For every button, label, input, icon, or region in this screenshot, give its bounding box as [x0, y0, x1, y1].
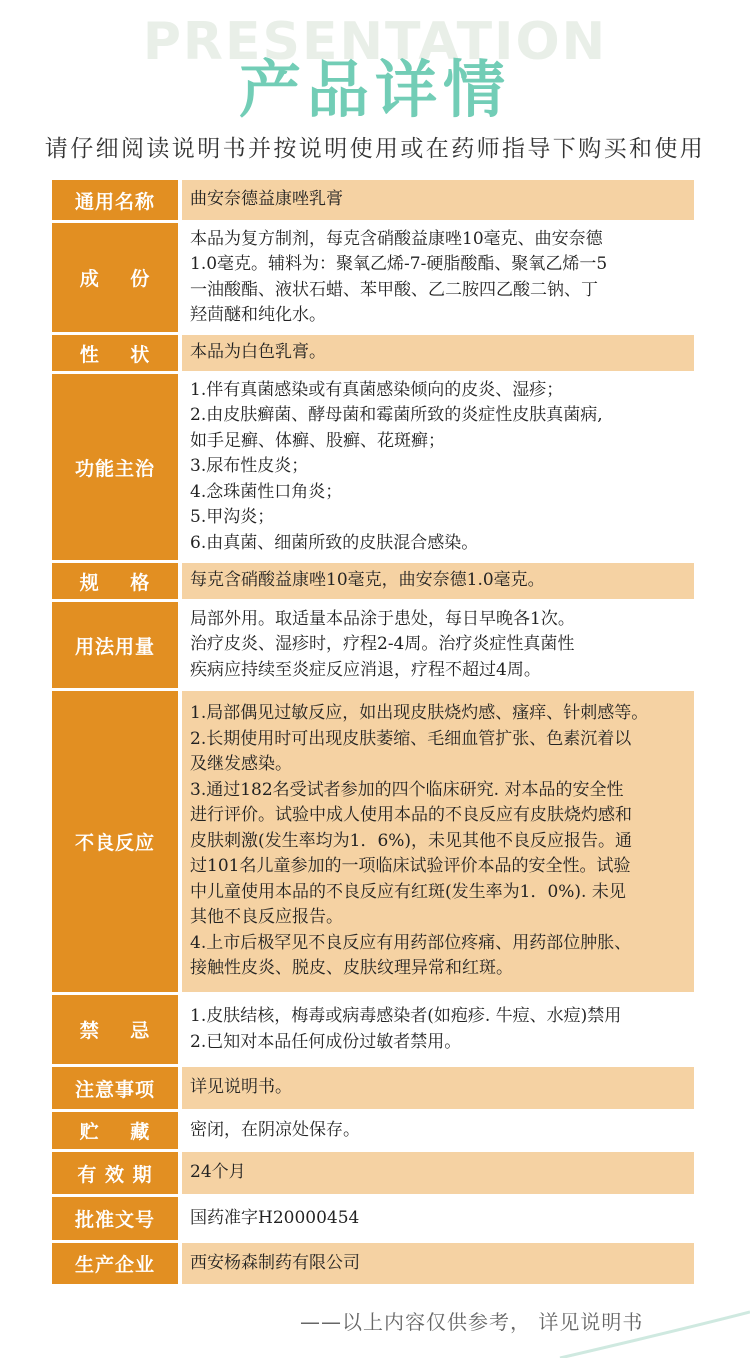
table-row — [52, 1112, 694, 1149]
value-line: 西安杨森制药有限公司 — [190, 1252, 360, 1273]
value-line: 6.由真菌、细菌所致的皮肤混合感染。 — [190, 532, 479, 553]
value-line: 5.甲沟炎； — [190, 507, 275, 528]
value-line: 24个月 — [190, 1162, 246, 1183]
value-line: 4.上市后极罕见不良反应有用药部位疼痛、用药部位肿胀、 — [190, 932, 632, 953]
value-line: 2.由皮肤癣菌、酵母菌和霉菌所致的炎症性皮肤真菌病, — [190, 405, 603, 426]
row-label: 用法用量 — [52, 602, 178, 688]
footer-note: ——以上内容仅供参考， 详见说明书 — [300, 1310, 644, 1334]
row-value — [182, 691, 694, 992]
usage-notice: 请仔细阅读说明书并按说明使用或在药师指导下购买和使用 — [44, 136, 706, 162]
row-label: 功能主治 — [52, 374, 178, 560]
row-value — [182, 1243, 694, 1284]
value-line: 国药准字H20000454 — [190, 1207, 360, 1228]
value-line: 2.已知对本品任何成份过敏者禁用。 — [190, 1031, 462, 1052]
table-row — [52, 602, 694, 688]
row-value — [182, 1112, 694, 1149]
table-row — [52, 180, 694, 220]
table-row — [52, 223, 694, 332]
row-label: 生产企业 — [52, 1243, 178, 1284]
row-label: 禁 忌 — [52, 995, 178, 1064]
value-line: 3.尿布性皮炎； — [190, 456, 309, 477]
value-line: 2.长期使用时可出现皮肤萎缩、毛细血管扩张、色素沉着以 — [190, 728, 632, 749]
product-info-table — [52, 180, 694, 1284]
value-line: 皮肤刺激(发生率均为1．6%)，未见其他不良反应报告。通 — [190, 830, 633, 851]
row-label: 成 份 — [52, 223, 178, 332]
value-line: 3.通过182名受试者参加的四个临床研究. 对本品的安全性 — [190, 779, 624, 800]
value-line: 及继发感染。 — [190, 754, 292, 775]
row-value — [182, 223, 694, 332]
value-line: 接触性皮炎、脱皮、皮肤纹理异常和红斑。 — [190, 958, 513, 979]
row-label: 规 格 — [52, 563, 178, 599]
row-label: 注意事项 — [52, 1067, 178, 1109]
value-line: 羟茴醚和纯化水。 — [190, 305, 326, 325]
row-label: 不良反应 — [52, 691, 178, 992]
value-line: 其他不良反应报告。 — [190, 907, 343, 928]
table-row — [52, 995, 694, 1064]
value-line: 本品为复方制剂，每克含硝酸益康唑10毫克、曲安奈德 — [190, 228, 603, 249]
value-line: 密闭，在阴凉处保存。 — [190, 1119, 360, 1140]
value-line: 如手足癣、体癣、股癣、花斑癣； — [190, 430, 445, 451]
row-value — [182, 602, 694, 688]
value-line: 本品为白色乳膏。 — [190, 342, 326, 363]
value-line: 进行评价。试验中成人使用本品的不良反应有皮肤烧灼感和 — [190, 805, 632, 826]
row-value — [182, 374, 694, 560]
row-label: 有 效 期 — [52, 1152, 178, 1194]
value-line: 4.念珠菌性口角炎； — [190, 481, 343, 502]
row-value — [182, 563, 694, 599]
page-header — [0, 0, 750, 180]
background-watermark-text: PRESENTATION — [142, 12, 608, 72]
row-value — [182, 995, 694, 1064]
row-value — [182, 180, 694, 220]
table-row — [52, 1152, 694, 1194]
value-line: 曲安奈德益康唑乳膏 — [190, 189, 343, 210]
value-line: 中儿童使用本品的不良反应有红斑(发生率为1．0%). 未见 — [190, 881, 626, 902]
row-label: 贮 藏 — [52, 1112, 178, 1149]
value-line: 一油酸酯、液状石蜡、苯甲酸、乙二胺四乙酸二钠、丁 — [190, 279, 598, 300]
value-line: 治疗皮炎、湿疹时，疗程2-4周。治疗炎症性真菌性 — [190, 634, 575, 655]
value-line: 疾病应持续至炎症反应消退，疗程不超过4周。 — [190, 659, 541, 680]
table-row — [52, 563, 694, 599]
value-line: 过101名儿童参加的一项临床试验评价本品的安全性。试验 — [190, 856, 631, 877]
table-row — [52, 374, 694, 560]
row-value — [182, 1197, 694, 1240]
value-line: 每克含硝酸益康唑10毫克，曲安奈德1.0毫克。 — [190, 570, 545, 591]
row-value — [182, 335, 694, 371]
row-label: 通用名称 — [52, 180, 178, 220]
row-value — [182, 1152, 694, 1194]
value-line: 局部外用。取适量本品涂于患处，每日早晚各1次。 — [190, 608, 575, 629]
table-row — [52, 1067, 694, 1109]
table-row — [52, 1197, 694, 1240]
value-line: 1.局部偶见过敏反应，如出现皮肤烧灼感、瘙痒、针刺感等。 — [190, 703, 649, 724]
value-line: 1.0毫克。辅料为：聚氧乙烯-7-硬脂酸酯、聚氧乙烯一5 — [190, 254, 608, 274]
row-label: 性 状 — [52, 335, 178, 371]
value-line: 详见说明书。 — [190, 1077, 292, 1098]
table-row — [52, 1243, 694, 1284]
table-row — [52, 335, 694, 371]
row-value — [182, 1067, 694, 1109]
table-row — [52, 691, 694, 992]
row-label: 批准文号 — [52, 1197, 178, 1240]
value-line: 1.伴有真菌感染或有真菌感染倾向的皮炎、湿疹； — [190, 379, 564, 400]
page-title: 产品详情 — [238, 53, 511, 126]
value-line: 1.皮肤结核，梅毒或病毒感染者(如疱疹. 牛痘、水痘)禁用 — [190, 1006, 622, 1026]
